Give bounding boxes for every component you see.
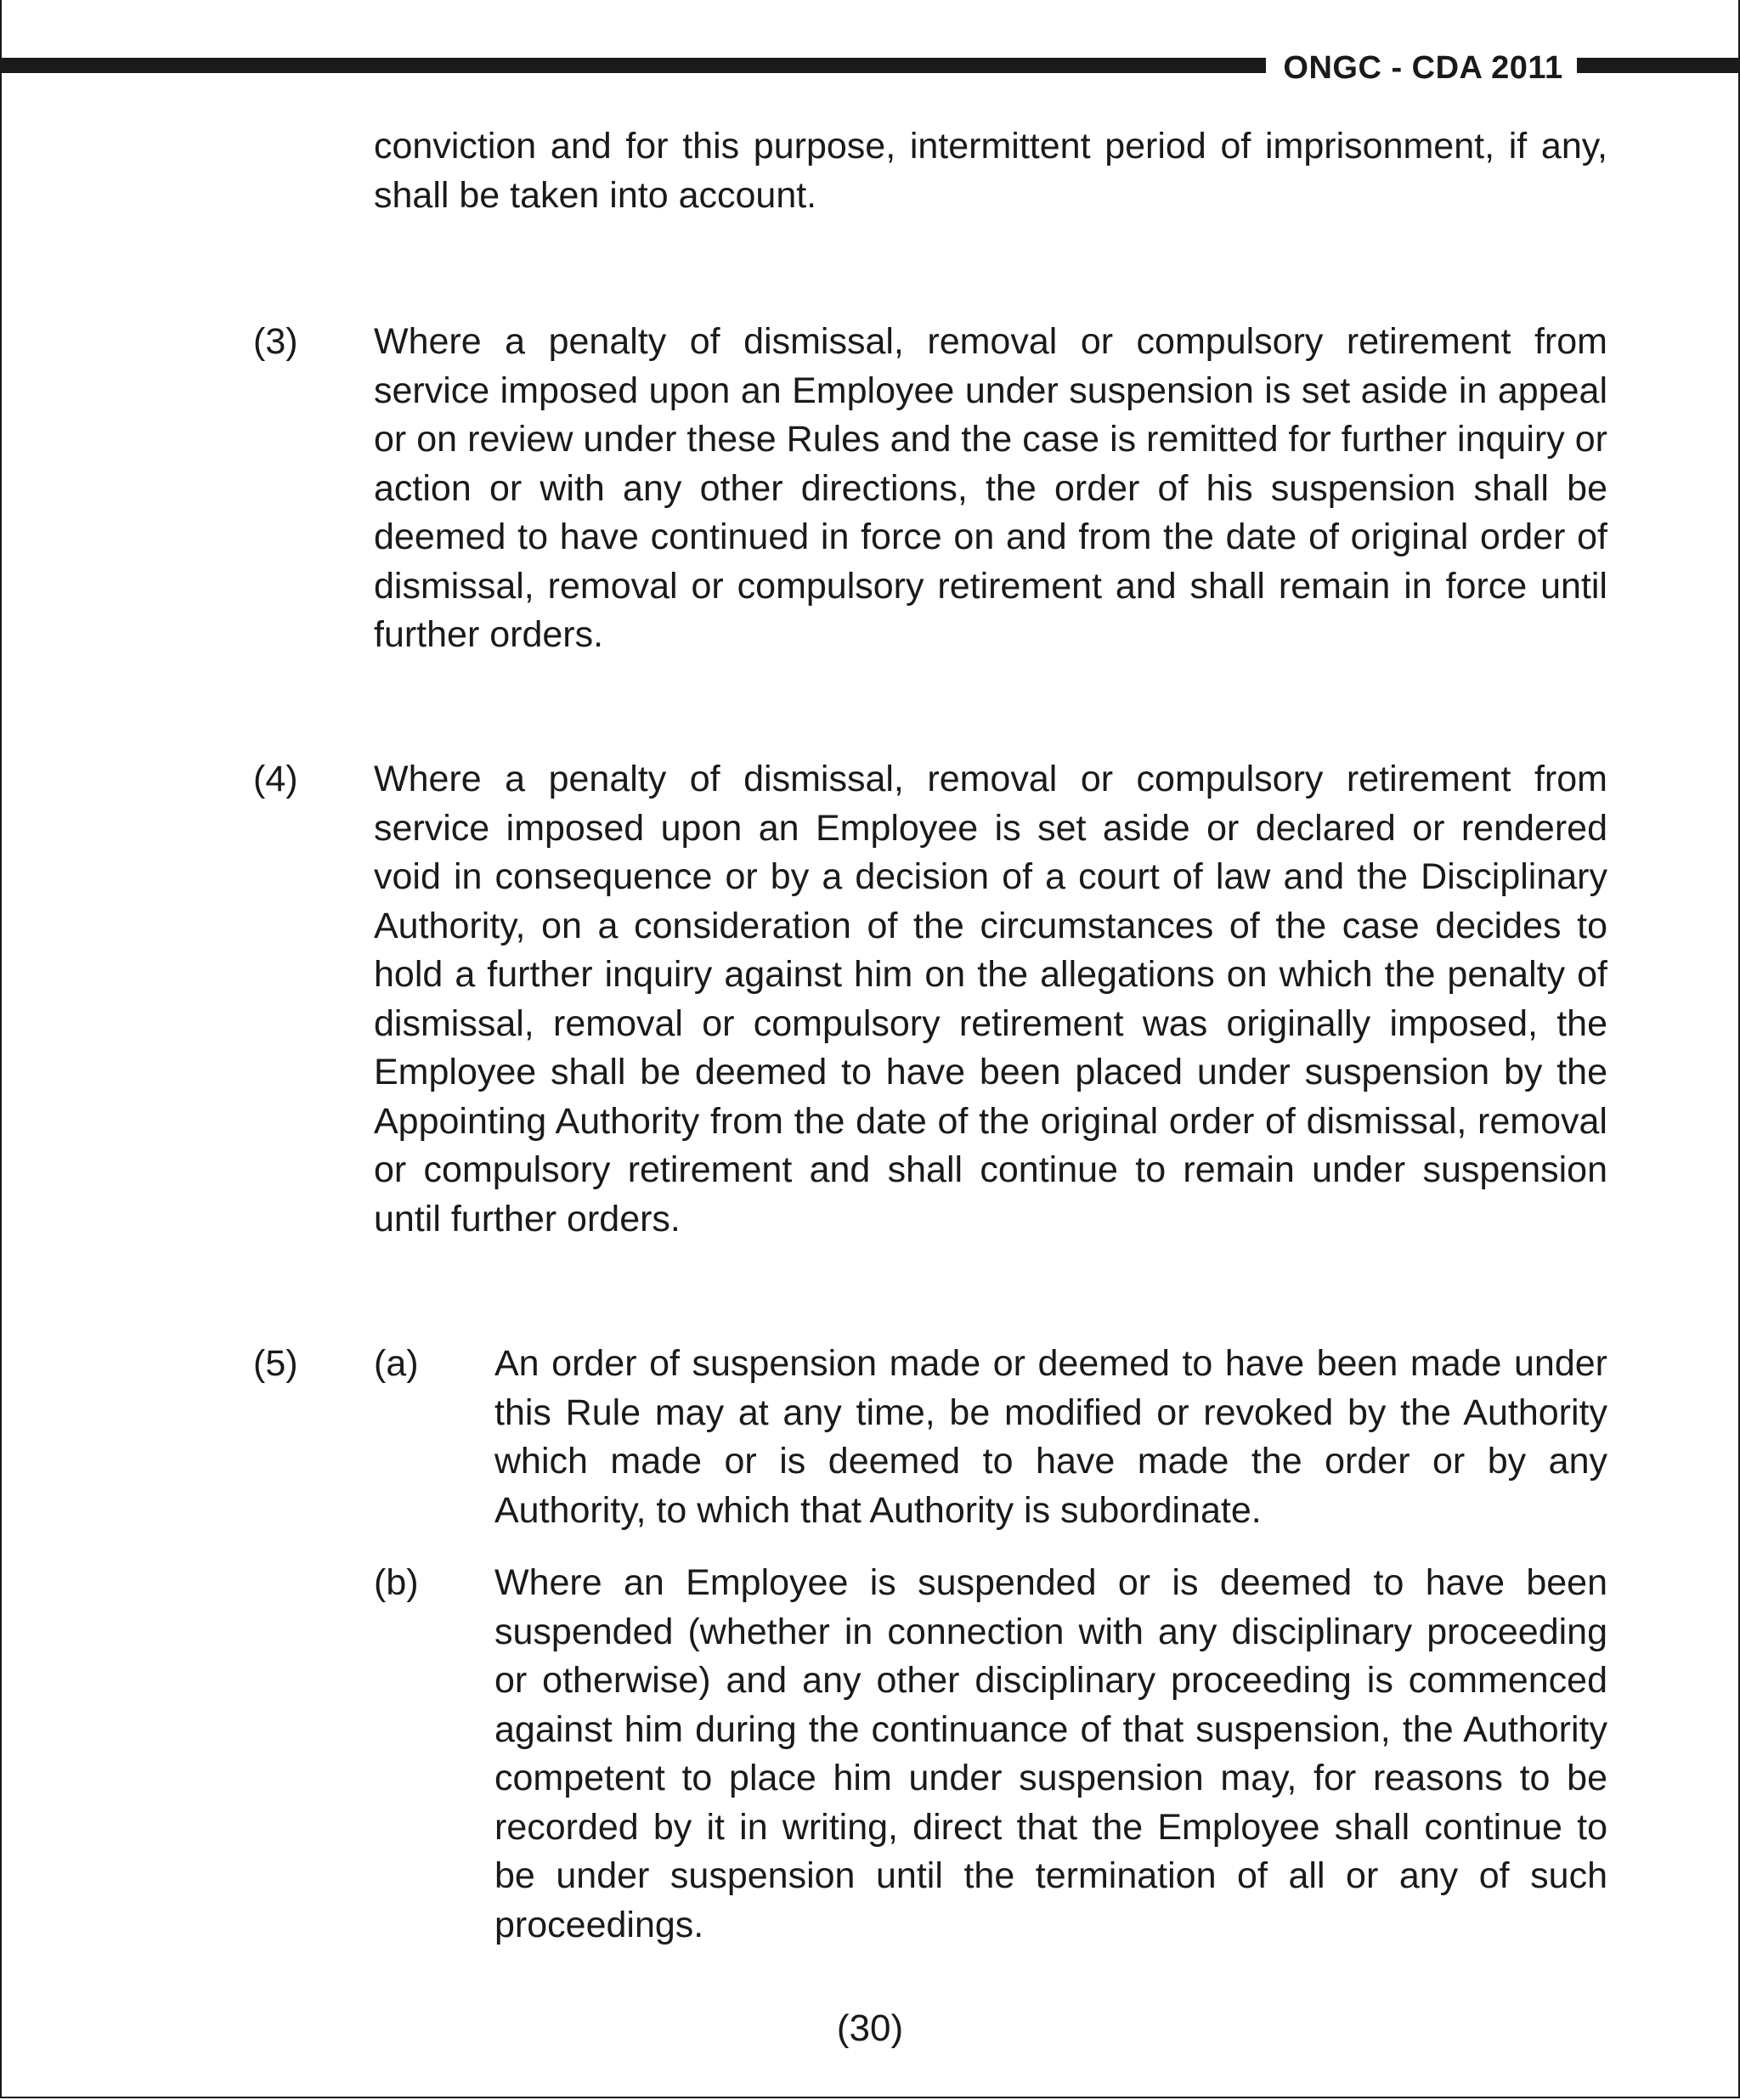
subclause-label: (a) bbox=[374, 1343, 419, 1384]
clause-number: (5) bbox=[253, 1343, 298, 1384]
clause-text: Where a penalty of dismissal, removal or compulsory retirement from service imposed upon an Employee is set aside or declared or rendered void in consequence or by a decision of a court of law and the Disciplinary Authority, on a consideration of the circumstances of the case decides to hold a further inquiry against him on the allegations on which the penalty of dismissal, removal or compulsory retirement was originally imposed, the Employee shall be deemed to have been placed under suspension by the Appointing Authority from the date of the original order of dismissal, removal or compulsory retirement and shall continue to remain under suspension until further orders. bbox=[374, 759, 1607, 1239]
subclause-5a bbox=[374, 1340, 1607, 1535]
subclause-label: (b) bbox=[374, 1562, 419, 1603]
subclause-5b bbox=[374, 1559, 1607, 1950]
clause-number: (3) bbox=[253, 321, 298, 362]
clause-number: (4) bbox=[253, 759, 298, 799]
subclause-text: An order of suspension made or deemed to have been made under this Rule may at any time, be modified or revoked by the Authority which made or is deemed to have made the order or by any Authority, to which that Authority is subordinate. bbox=[494, 1343, 1607, 1531]
clause-3 bbox=[253, 318, 1607, 660]
clause-4 bbox=[253, 755, 1607, 1244]
subclause-text: Where an Employee is suspended or is deemed to have been suspended (whether in connection with any disciplinary proceeding or otherwise) and any other disciplinary proceeding is commenced against him during the continuance of that suspension, the Authority competent to place him under suspension may, for reasons to be recorded by it in writing, direct that the Employee shall continue to be under suspension until the termination of all or any of such proceedings. bbox=[494, 1562, 1607, 1945]
clause-text: Where a penalty of dismissal, removal or compulsory retirement from service imposed upon an Employee under suspension is set aside in appeal or on review under these Rules and the case is remitted for further inquiry or action or with any other directions, the order of his suspension shall be deemed to have continued in force on and from the date of original order of dismissal, removal or compulsory retirement and shall remain in force until further orders. bbox=[374, 321, 1607, 655]
header-rule-right bbox=[1577, 58, 1740, 73]
continuation-paragraph: conviction and for this purpose, intermittent period of imprisonment, if any, shall be taken into account. bbox=[374, 126, 1607, 216]
page-number: (30) bbox=[836, 2007, 904, 2049]
header-title: ONGC - CDA 2011 bbox=[1283, 50, 1563, 86]
header-rule-left bbox=[0, 58, 1266, 73]
